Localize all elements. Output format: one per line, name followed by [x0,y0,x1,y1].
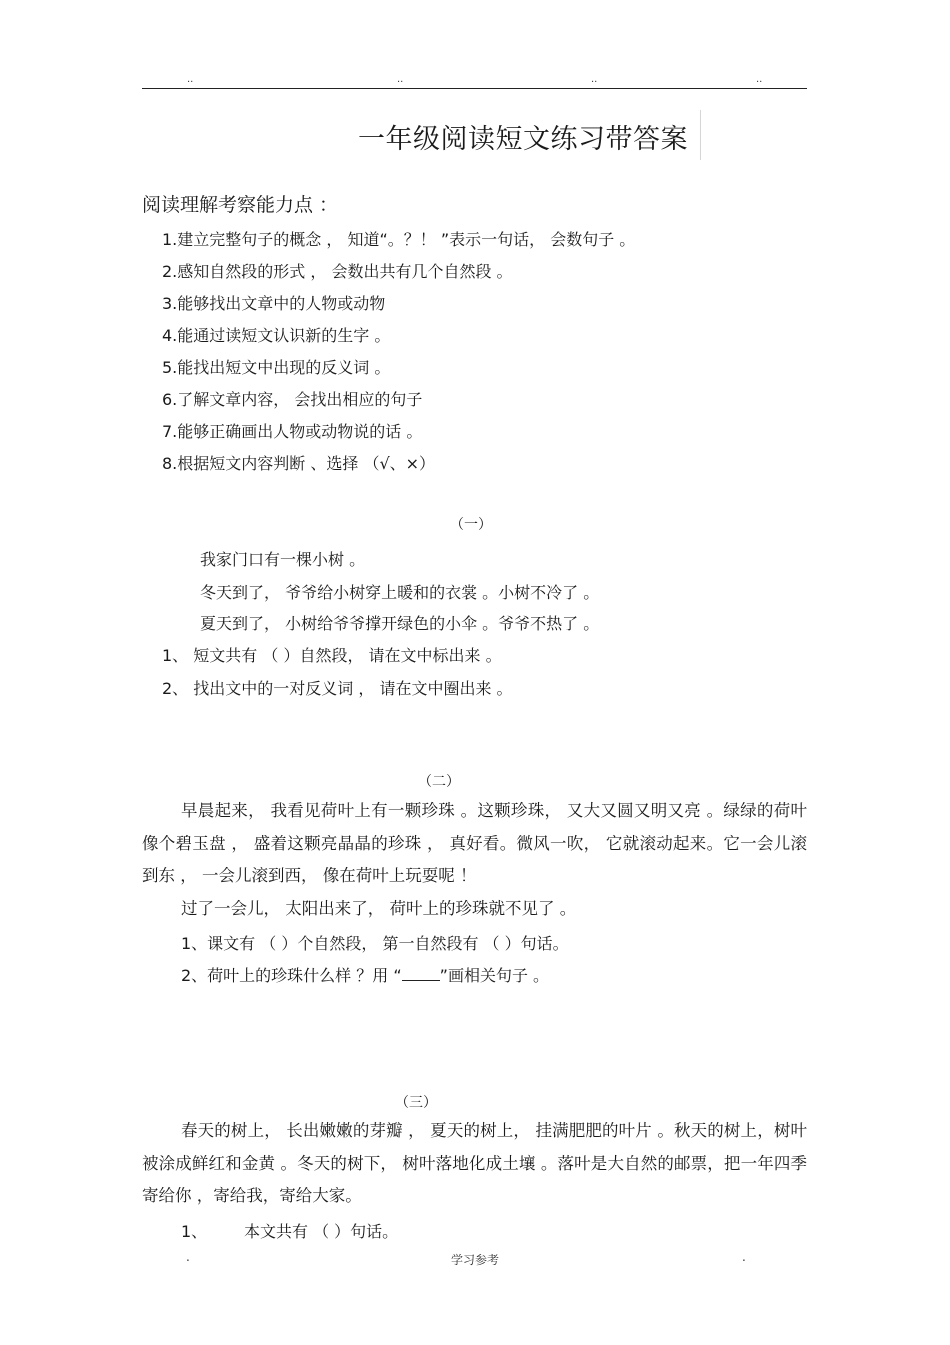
section2-paragraph: 早晨起来， 我看见荷叶上有一颗珍珠 。这颗珍珠， 又大又圆又明又亮 。绿绿的荷叶像个碧玉盘 ， 盛着这颗亮晶晶的珍珠 ， 真好看。微风一吹， 它就滚动起来。它一会儿滚到东 ， 一会儿滚到西， 像在荷叶上玩耍呢 ！ [142,801,807,885]
skill-item: 8.根据短文内容判断 、选择 （√、×） [162,454,436,473]
section3-label: （三） [395,1095,437,1111]
skill-item: 3.能够找出文章中的人物或动物 [162,294,386,313]
section1-line: 我家门口有一棵小树 。 [200,550,366,569]
skill-item: 7.能够正确画出人物或动物说的话 。 [162,422,423,441]
section1-label: （一） [450,517,492,533]
skill-item: 6.了解文章内容， 会找出相应的句子 [162,390,423,409]
skill-item: 5.能找出短文中出现的反义词 。 [162,358,391,377]
section2-label: （二） [418,774,460,790]
header-rule [142,88,807,89]
section3-question: 本文共有 （ ）句话。 [244,1222,399,1241]
underline-sample [402,966,440,981]
skill-item: 2.感知自然段的形式 ， 会数出共有几个自然段 。 [162,262,513,281]
section2-paragraph: 过了一会儿， 太阳出来了， 荷叶上的珍珠就不见了 。 [181,899,577,918]
skill-item: 4.能通过读短文认识新的生字 。 [162,326,391,345]
skills-heading: 阅读理解考察能力点 ： [142,194,339,216]
header-dot: .. [591,74,598,85]
section2-question: 1、课文有 （ ）个自然段， 第一自然段有 （ ）句话。 [181,934,569,953]
page-title: 一年级阅读短文练习带答案 [358,124,688,155]
skill-item: 1.建立完整句子的概念 ， 知道“。？！ ”表示一句话， 会数句子 。 [162,230,636,249]
section1-line: 冬天到了， 爷爷给小树穿上暖和的衣裳 。小树不冷了 。 [200,583,600,602]
header-dot: .. [187,74,194,85]
section1-question: 2、 找出文中的一对反义词 ， 请在文中圈出来 。 [162,679,513,698]
section1-line: 夏天到了， 小树给爷爷撑开绿色的小伞 。爷爷不热了 。 [200,614,600,633]
section2-question [181,963,549,986]
section1-question: 1、 短文共有 （ ）自然段， 请在文中标出来 。 [162,646,502,665]
header-dot: .. [397,74,404,85]
footer-dot: . [186,1250,190,1264]
footer-dot: . [742,1250,746,1264]
footer-text: 学习参考 [451,1253,500,1267]
title-divider [700,110,701,160]
section3-paragraph: 春天的树上， 长出嫩嫩的芽瓣 ， 夏天的树上， 挂满肥肥的叶片 。秋天的树上，树叶被涂成鲜红和金黄 。冬天的树下， 树叶落地化成土壤 。落叶是大自然的邮票，把一年四季寄给你 ，寄给我，寄给大家。 [142,1121,807,1205]
question-text: ”画相关句子 。 [439,966,550,985]
question-text: 2、荷叶上的珍珠什么样 ？用 “ [181,966,402,985]
header-dot: .. [756,74,763,85]
section3-question-number: 1、 [181,1222,208,1241]
